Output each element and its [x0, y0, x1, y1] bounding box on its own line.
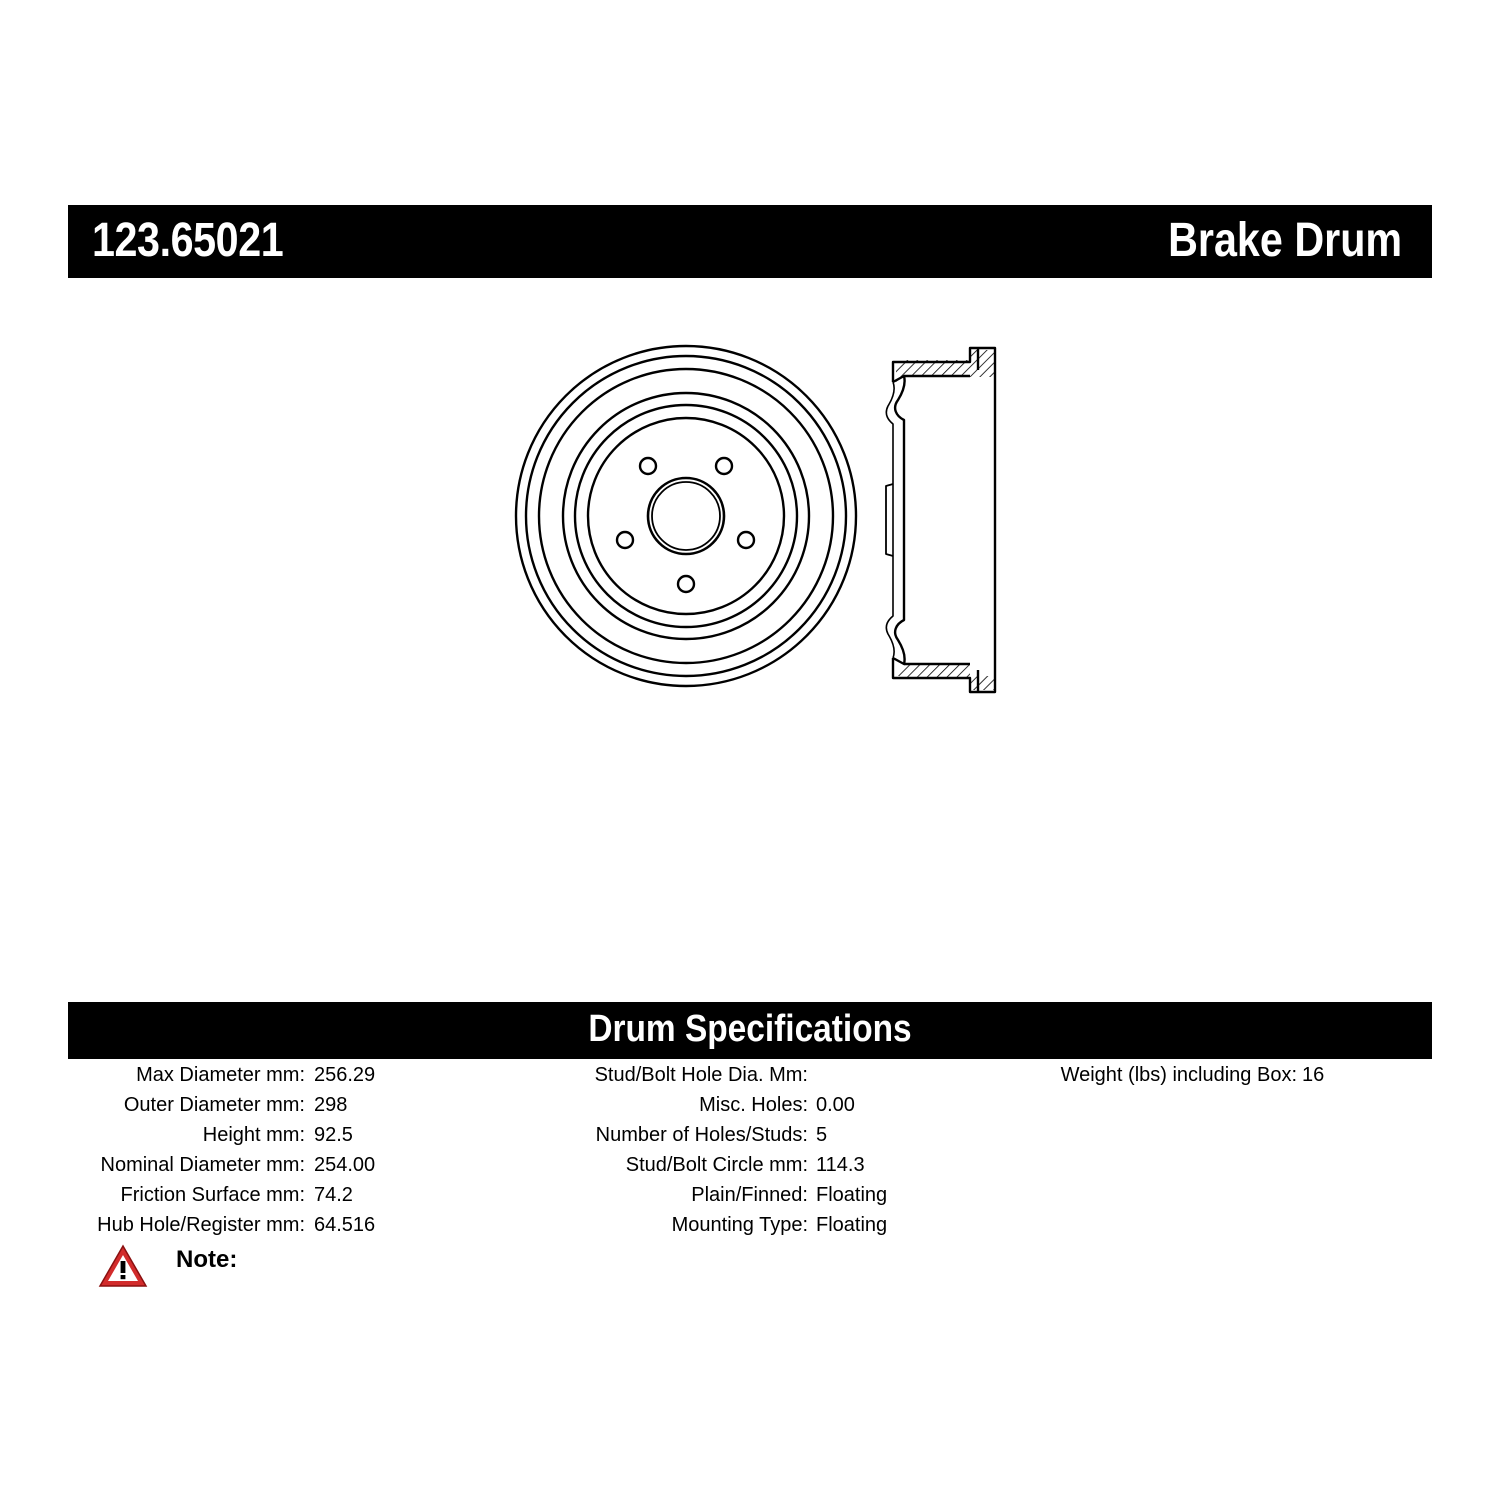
spec-value: Floating — [816, 1184, 888, 1206]
stud-hole-3 — [716, 458, 732, 474]
spec-value: 5 — [816, 1124, 828, 1146]
spec-column-3 — [1000, 1064, 1325, 1094]
specifications-bar — [68, 1002, 1432, 1059]
spec-value: 16 — [1302, 1064, 1325, 1086]
spec-row — [0, 1214, 376, 1244]
spec-value: 298 — [314, 1094, 348, 1116]
spec-label: Height mm: — [202, 1124, 305, 1146]
spec-column-1 — [0, 1064, 376, 1244]
spec-label: Friction Surface mm: — [120, 1184, 305, 1206]
warning-icon — [98, 1244, 148, 1288]
spec-value: 254.00 — [314, 1154, 376, 1176]
spec-label: Outer Diameter mm: — [123, 1094, 305, 1116]
rim-ring-2 — [539, 369, 833, 663]
spec-row — [0, 1154, 376, 1184]
front-view — [516, 346, 856, 686]
specifications-title: Drum Specifications — [588, 1008, 912, 1050]
spec-row — [1000, 1064, 1325, 1094]
spec-label: Misc. Holes: — [699, 1094, 808, 1116]
spec-row — [0, 1124, 353, 1154]
product-type: Brake Drum — [1167, 214, 1402, 267]
spec-column-2 — [500, 1064, 888, 1244]
stud-hole-5 — [617, 532, 633, 548]
spec-label: Plain/Finned: — [691, 1184, 808, 1206]
spec-label: Mounting Type: — [671, 1214, 808, 1236]
spec-label: Nominal Diameter mm: — [100, 1154, 305, 1176]
spec-row — [0, 1184, 353, 1214]
rim-ring-3 — [563, 393, 809, 639]
spec-value: 0.00 — [816, 1094, 855, 1116]
spec-value: Floating — [816, 1214, 888, 1236]
spec-value: 256.29 — [314, 1064, 376, 1086]
spec-row — [500, 1064, 808, 1094]
stud-hole-1 — [678, 576, 694, 592]
spec-row — [500, 1184, 888, 1214]
spec-row — [500, 1124, 828, 1154]
spec-row — [500, 1214, 888, 1244]
spec-row — [500, 1154, 865, 1184]
spec-value: 64.516 — [314, 1214, 376, 1236]
spec-label: Number of Holes/Studs: — [595, 1124, 808, 1146]
note-label: Note: — [176, 1246, 238, 1273]
spec-label: Max Diameter mm: — [136, 1064, 305, 1086]
spec-label: Stud/Bolt Circle mm: — [625, 1154, 808, 1176]
spec-value: 74.2 — [314, 1184, 353, 1206]
spec-value: 92.5 — [314, 1124, 353, 1146]
side-view — [886, 348, 995, 692]
spec-value: 114.3 — [816, 1154, 865, 1176]
spec-label: Stud/Bolt Hole Dia. Mm: — [594, 1064, 808, 1086]
hub-hole-inner — [652, 482, 720, 550]
spec-row — [500, 1094, 855, 1124]
rim-ring-4 — [575, 405, 797, 627]
spec-row — [0, 1064, 376, 1094]
spec-label: Hub Hole/Register mm: — [97, 1214, 305, 1236]
part-number: 123.65021 — [92, 214, 284, 267]
stud-hole-4 — [640, 458, 656, 474]
mounting-face-circle — [588, 418, 784, 614]
stud-hole-2 — [738, 532, 754, 548]
spec-row — [0, 1094, 348, 1124]
hub-hole — [648, 478, 724, 554]
spec-label: Weight (lbs) including Box: — [1060, 1064, 1297, 1086]
outer-rim-circle — [516, 346, 856, 686]
